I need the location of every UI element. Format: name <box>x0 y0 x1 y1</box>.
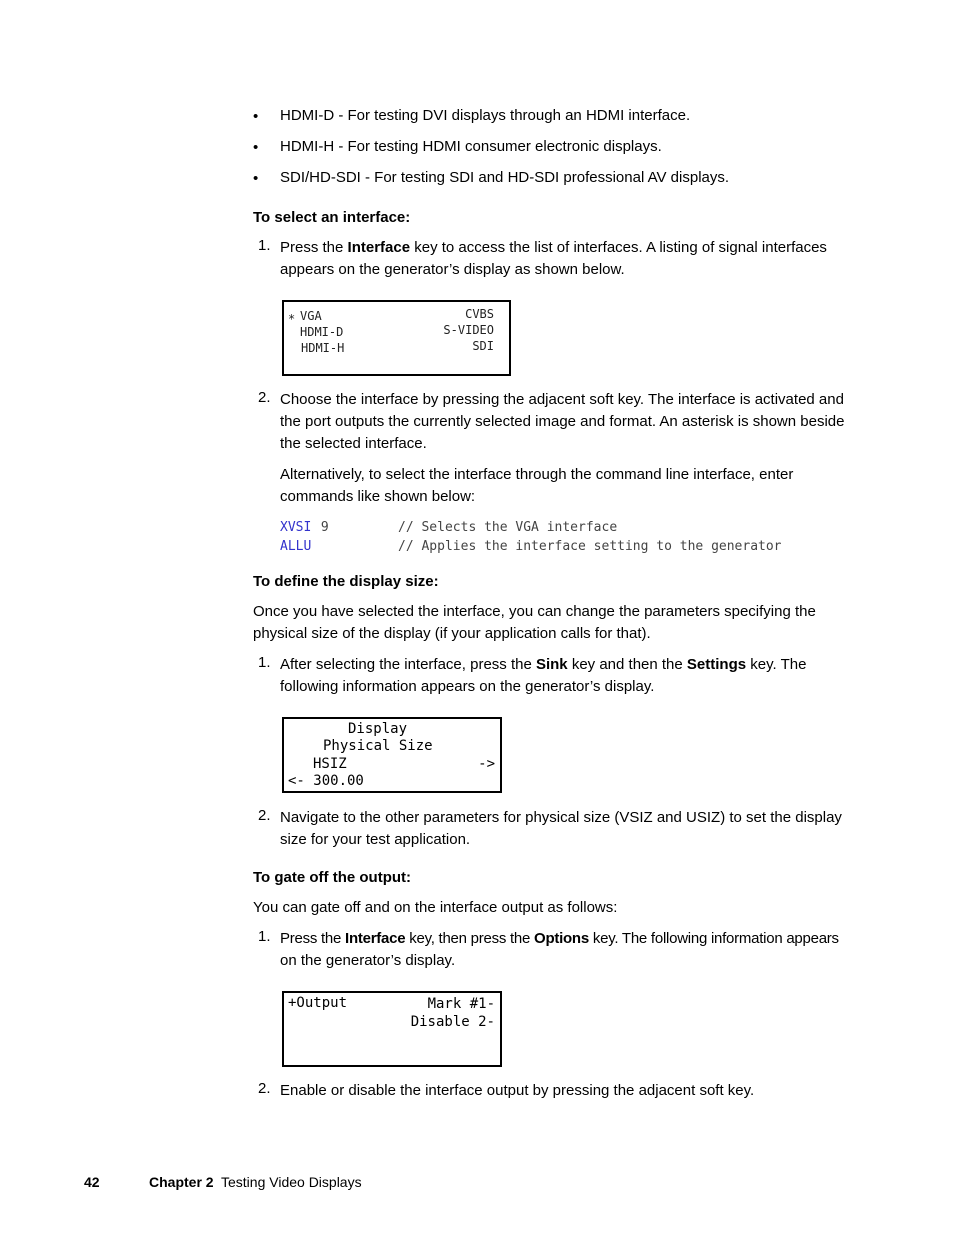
lcd-option: SDI <box>472 339 494 353</box>
lcd-output-label: +Output <box>288 995 348 1011</box>
alternative-text: Alternatively, to select the interface through the command line interface, enter commands like shown below: <box>280 466 794 505</box>
section-intro: You can gate off and on the interface output as follows: <box>253 899 618 916</box>
step-number: 1. <box>258 928 271 945</box>
bullet-item: HDMI-D - For testing DVI displays through an HDMI interface. <box>280 107 691 124</box>
generator-display-output <box>282 991 502 1067</box>
section-heading-select-interface: To select an interface: <box>253 209 411 226</box>
lcd-parameter: HSIZ <box>313 756 347 772</box>
step-text: Choose the interface by pressing the adjacent soft key. The interface is activated and the port outputs the currently selected image and format. An asterisk is shown beside the selected interface. <box>280 391 845 452</box>
lcd-title: Display <box>348 721 408 737</box>
lcd-value: <- 300.00 <box>288 773 364 789</box>
lcd-option: VGA <box>300 309 322 323</box>
code-command: XVSI <box>280 520 312 535</box>
lcd-option: CVBS <box>465 307 494 321</box>
section-heading-display-size: To define the display size: <box>253 573 439 590</box>
section-intro: Once you have selected the interface, you can change the parameters specifying the physical size of the display (if your application calls for that). <box>253 603 816 642</box>
step-number: 2. <box>258 1080 271 1097</box>
code-argument: 9 <box>313 520 329 535</box>
bullet-item: SDI/HD-SDI - For testing SDI and HD-SDI professional AV displays. <box>280 169 730 186</box>
lcd-option: Mark #1- <box>427 996 495 1012</box>
page-number: 42 <box>84 1174 100 1190</box>
step-number: 1. <box>258 237 271 254</box>
lcd-option: HDMI-H <box>301 341 345 355</box>
step-text: After selecting the interface, press the Sink key and then the Settings key. The following information appears on the generator’s display. <box>280 656 807 695</box>
step-number: 2. <box>258 807 271 824</box>
bullet-marker: • <box>253 139 259 156</box>
generator-display-physical-size <box>282 717 502 793</box>
step-text: Navigate to the other parameters for physical size (VSIZ and USIZ) to set the display size for your test application. <box>280 809 842 848</box>
bullet-marker: • <box>253 108 259 125</box>
chapter-title: Testing Video Displays <box>221 1174 362 1190</box>
lcd-subtitle: Physical Size <box>323 738 433 754</box>
step-number: 1. <box>258 654 271 671</box>
asterisk-marker: * <box>288 312 296 326</box>
bullet-item: HDMI-H - For testing HDMI consumer electronic displays. <box>280 138 662 155</box>
code-command: ALLU <box>280 539 312 554</box>
step-text: Press the Interface key, then press the Options key. The following information appears on the generator’s display. <box>280 930 839 969</box>
code-comment: // Applies the interface setting to the generator <box>398 539 782 554</box>
code-comment: // Selects the VGA interface <box>398 520 618 535</box>
generator-display-interfaces <box>282 300 511 376</box>
lcd-option: Disable 2- <box>410 1014 495 1030</box>
step-text: Press the Interface key to access the list of interfaces. A listing of signal interfaces appears on the generator’s display as shown below. <box>280 239 827 278</box>
chapter-label: Chapter 2 <box>149 1174 214 1190</box>
lcd-option: HDMI-D <box>300 325 344 339</box>
lcd-arrow-right: -> <box>478 756 495 772</box>
bullet-marker: • <box>253 170 259 187</box>
step-text: Enable or disable the interface output by pressing the adjacent soft key. <box>280 1082 755 1099</box>
lcd-option: S-VIDEO <box>443 323 494 337</box>
step-number: 2. <box>258 389 271 406</box>
section-heading-gate-output: To gate off the output: <box>253 869 412 886</box>
